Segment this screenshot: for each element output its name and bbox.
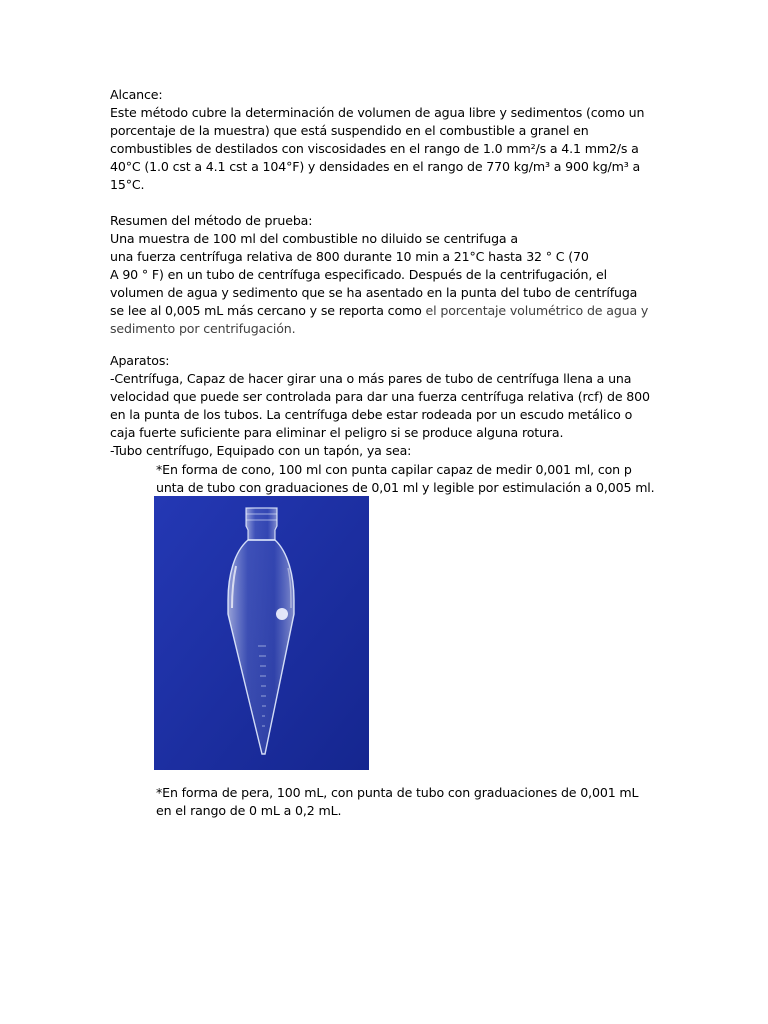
pera-line: *En forma de pera, 100 mL, con punta de tubo con graduaciones de 0,001 mL [156,785,639,800]
centrifuge-tube-image [154,496,369,770]
resumen-line-start: se lee al 0,005 mL más cercano y se reporta como [110,303,426,318]
subsection-cono [156,461,716,497]
aparatos-line: caja fuerte suficiente para eliminar el peligro si se produce alguna rotura. [110,425,564,440]
alcance-line: 40°C (1.0 cst a 4.1 cst a 104°F) y densidades en el rango de 770 kg/m³ a 900 kg/m³ a [110,159,641,174]
resumen-line: sedimento por centrifugación. [110,321,296,336]
resumen-line [110,302,670,320]
resumen-line-highlight: el porcentaje volumétrico de agua y [425,303,649,318]
section-aparatos [110,352,670,460]
section-heading-aparatos: Aparatos: [110,353,170,368]
section-heading-alcance: Alcance: [110,87,163,102]
aparatos-line: -Centrífuga, Capaz de hacer girar una o más pares de tubo de centrífuga llena a una [110,371,632,386]
resumen-line: Una muestra de 100 ml del combustible no diluido se centrifuga a [110,231,518,246]
aparatos-line: velocidad que puede ser controlada para dar una fuerza centrífuga relativa (rcf) de 800 [110,389,650,404]
cono-line: *En forma de cono, 100 ml con punta capilar capaz de medir 0,001 ml, con p [156,462,632,477]
aparatos-line: en la punta de los tubos. La centrífuga debe estar rodeada por un escudo metálico o [110,407,633,422]
alcance-line: Este método cubre la determinación de volumen de agua libre y sedimentos (como un [110,105,645,120]
pera-line: en el rango de 0 mL a 0,2 mL. [156,803,342,818]
section-alcance [110,86,670,194]
alcance-line: 15°C. [110,177,145,192]
resumen-line: volumen de agua y sedimento que se ha asentado en la punta del tubo de centrífuga [110,285,638,300]
aparatos-line: -Tubo centrífugo, Equipado con un tapón, ya sea: [110,443,412,458]
section-heading-resumen: Resumen del método de prueba: [110,213,313,228]
alcance-line: porcentaje de la muestra) que está suspendido en el combustible a granel en [110,123,589,138]
subsection-pera [156,784,716,820]
alcance-line: combustibles de destilados con viscosidades en el rango de 1.0 mm²/s a 4.1 mm2/s a [110,141,639,156]
centrifuge-tube-illustration [154,496,369,770]
section-resumen [110,212,670,338]
resumen-line: A 90 ° F) en un tubo de centrífuga especificado. Después de la centrifugación, el [110,267,607,282]
cono-line: unta de tubo con graduaciones de 0,01 ml y legible por estimulación a 0,005 ml. [156,480,655,495]
resumen-line: una fuerza centrífuga relativa de 800 durante 10 min a 21°C hasta 32 ° C (70 [110,249,589,264]
